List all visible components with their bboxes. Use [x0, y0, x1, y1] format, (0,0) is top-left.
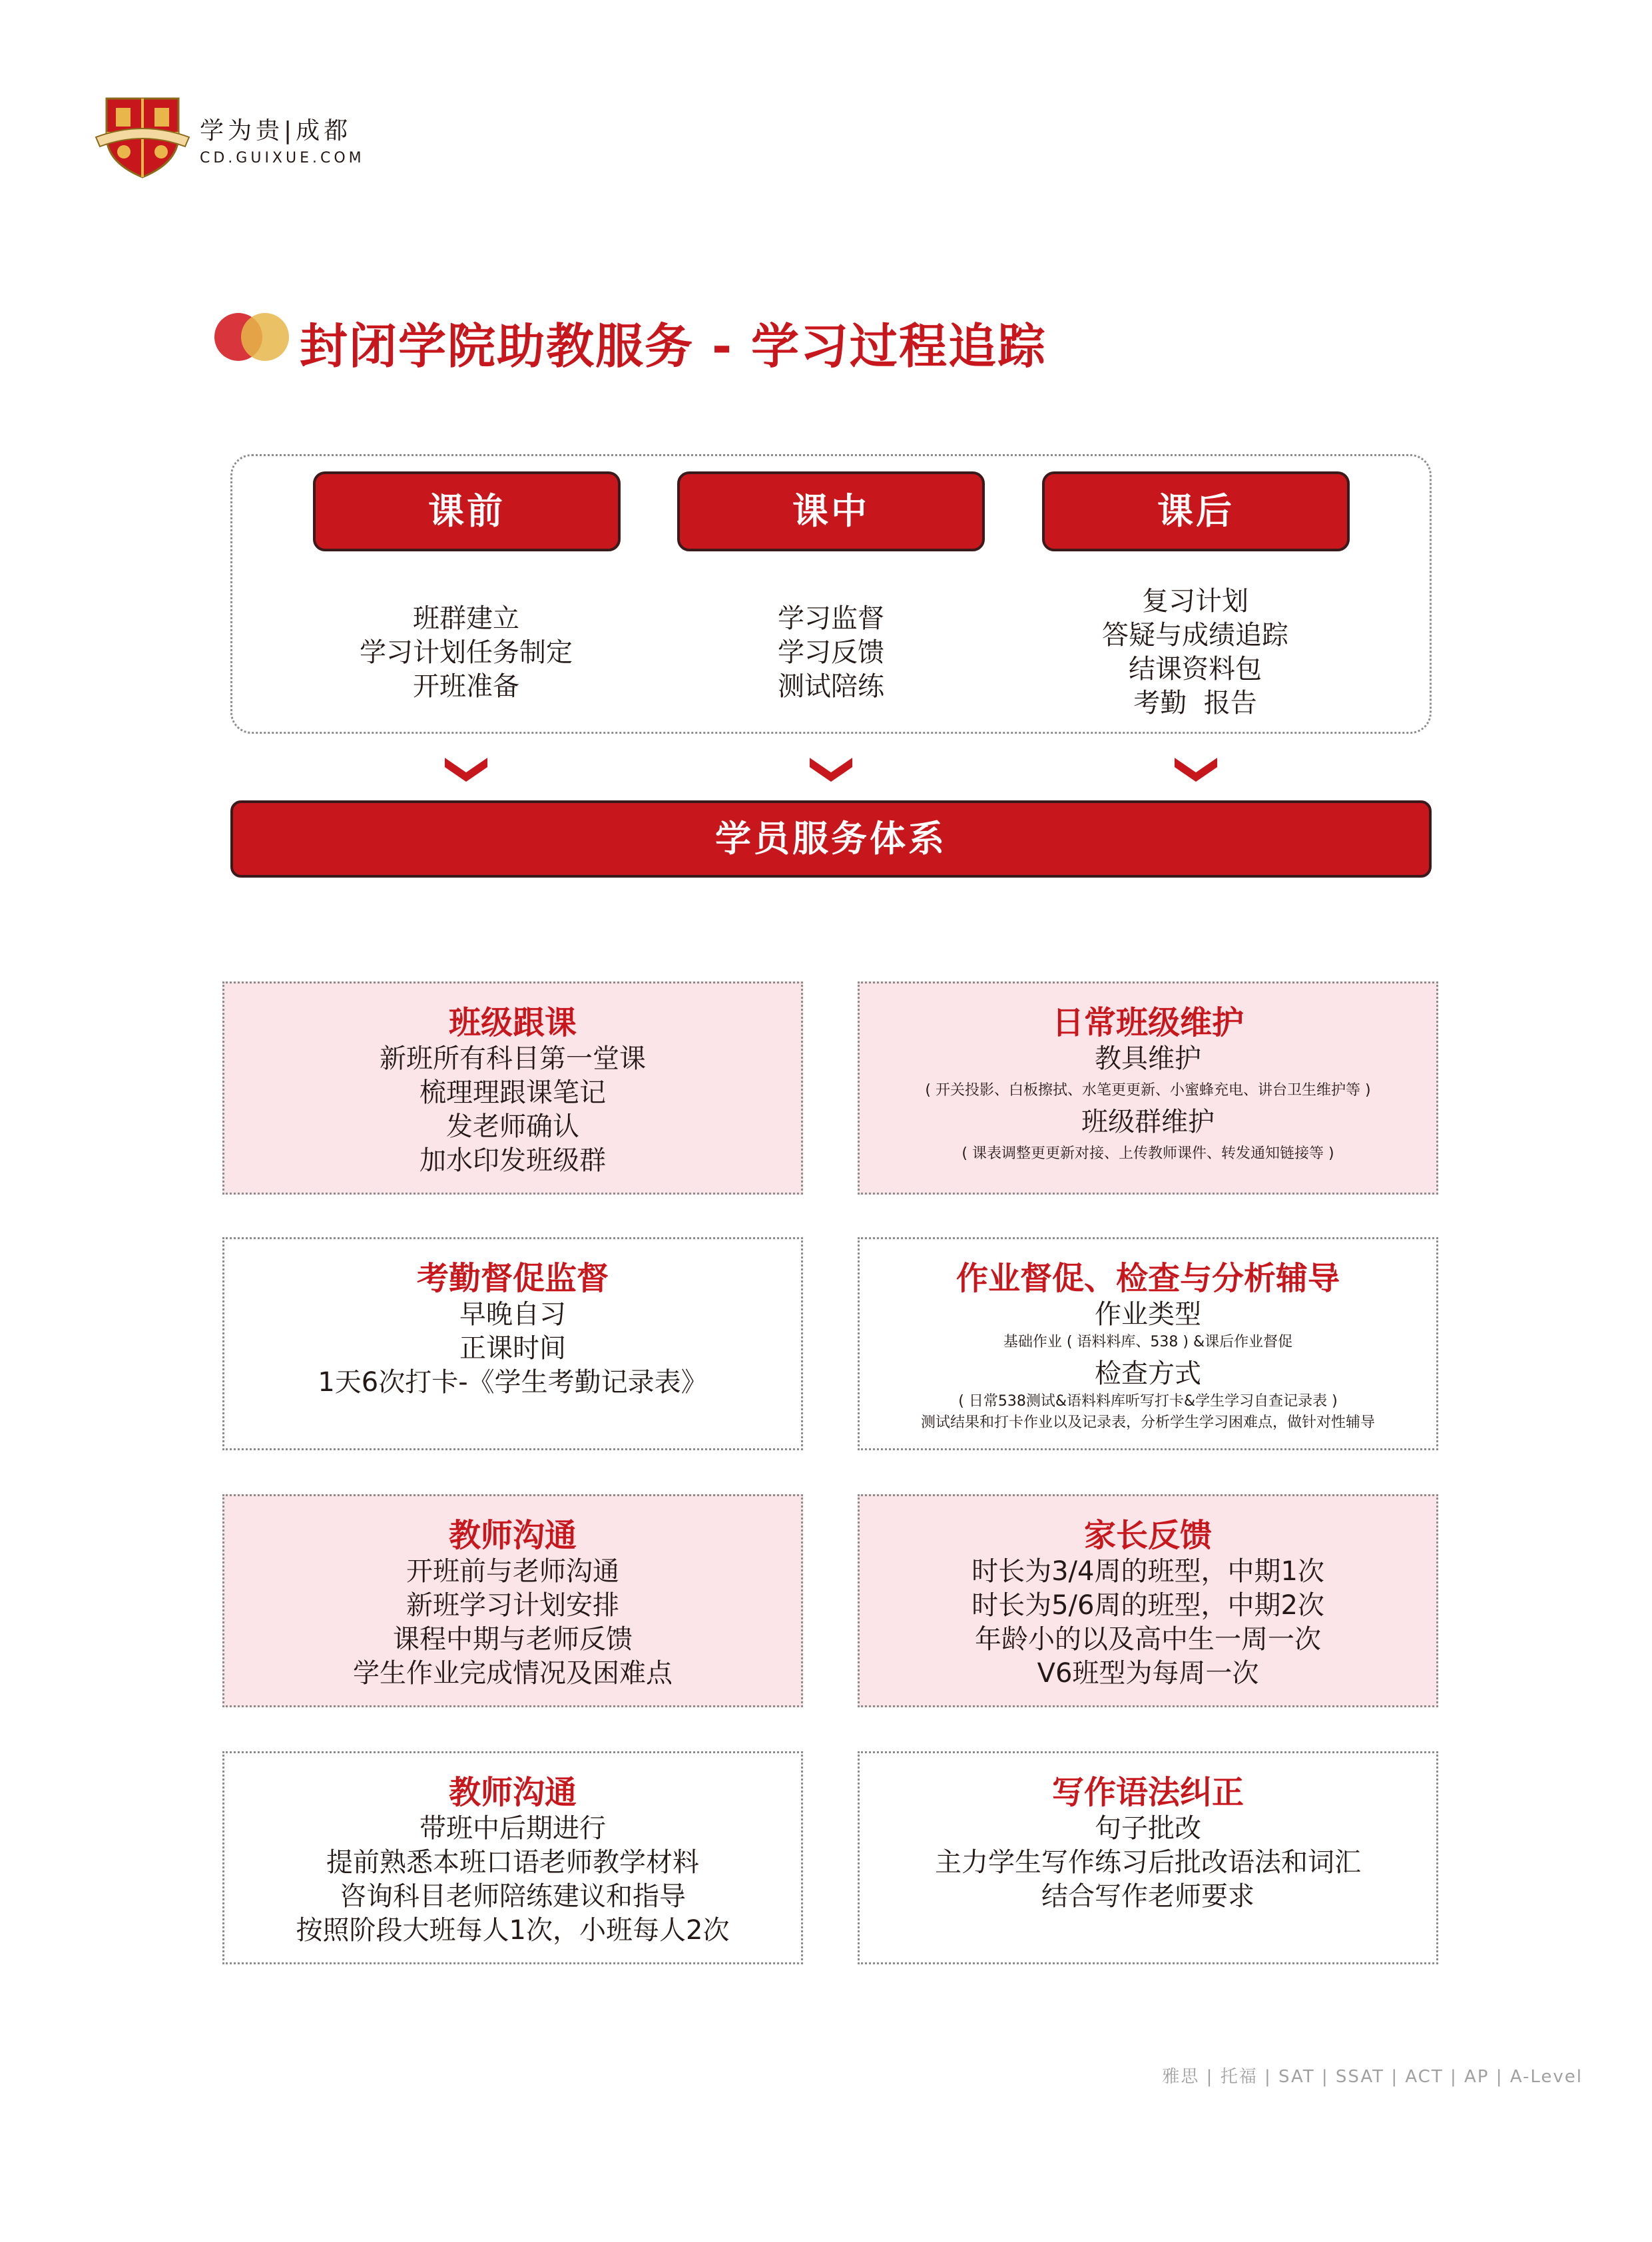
- brand-name: 学为贵|成都: [200, 117, 352, 144]
- phase-item: 学习监督: [778, 603, 884, 634]
- card-line: 句子批改: [1095, 1813, 1201, 1844]
- phase-item: 班群建立: [413, 603, 519, 634]
- card-line: V6班型为每周一次: [1037, 1658, 1259, 1689]
- card-title: 家长反馈: [1083, 1517, 1212, 1554]
- card-note: ( 课表调整更更新对接、上传教师课件、转发通知链接等 ): [962, 1145, 1334, 1162]
- phase-after-class: 课后: [1042, 471, 1350, 551]
- card-title: 教师沟通: [448, 1517, 577, 1554]
- brand-url: CD.GUIXUE.COM: [200, 150, 365, 166]
- card-attendance: [222, 1237, 803, 1450]
- phase-item: 测试陪练: [778, 671, 884, 702]
- card-note: 基础作业 ( 语料料库、538 ) &课后作业督促: [1003, 1334, 1293, 1350]
- card-line: 咨询科目老师陪练建议和指导: [340, 1881, 686, 1912]
- card-line: 1天6次打卡-《学生考勤记录表》: [318, 1367, 708, 1398]
- card-writing-grammar: [858, 1751, 1438, 1964]
- chevron-down-icon: [808, 755, 854, 783]
- card-line: 班级群维护: [1081, 1107, 1215, 1137]
- card-line: 开班前与老师沟通: [406, 1556, 619, 1587]
- card-line: 结合写作老师要求: [1041, 1881, 1254, 1912]
- card-line: 时长为5/6周的班型，中期2次: [971, 1590, 1324, 1621]
- card-teacher-communication-2: [222, 1751, 803, 1964]
- card-line: 新班学习计划安排: [406, 1590, 619, 1621]
- phase-during-items: [658, 602, 1004, 704]
- phase-during-class: 课中: [677, 471, 985, 551]
- card-line: 教具维护: [1095, 1043, 1201, 1074]
- service-system-bar: 学员服务体系: [230, 800, 1432, 878]
- card-line: 按照阶段大班每人1次，小班每人2次: [296, 1915, 730, 1946]
- card-line: 课程中期与老师反馈: [393, 1624, 633, 1655]
- card-title: 作业督促、检查与分析辅导: [956, 1260, 1340, 1297]
- chevron-down-icon: [1173, 755, 1219, 783]
- page-title: 封闭学院助教服务 - 学习过程追踪: [300, 318, 1047, 374]
- card-note: ( 日常538测试&语料料库听写打卡&学生学习自查记录表 ): [958, 1393, 1338, 1410]
- phase-item: 答疑与成绩追踪: [1102, 620, 1288, 651]
- card-line: 检查方式: [1095, 1358, 1201, 1389]
- card-parent-feedback: [858, 1494, 1438, 1707]
- phase-item: 复习计划: [1142, 586, 1248, 617]
- phase-item: 结课资料包: [1129, 654, 1262, 685]
- phase-item: 考勤 报告: [1133, 688, 1257, 718]
- card-line: 学生作业完成情况及困难点: [353, 1658, 673, 1689]
- card-line: 年龄小的以及高中生一周一次: [975, 1624, 1321, 1655]
- card-line: 梳理理跟课笔记: [419, 1077, 606, 1108]
- phase-item: 开班准备: [413, 671, 519, 702]
- phase-item: 学习反馈: [778, 637, 884, 668]
- guixue-logo: [93, 93, 192, 180]
- brand-block: [200, 112, 365, 166]
- phase-before-class: 课前: [313, 471, 621, 551]
- card-line: 提前熟悉本班口语老师教学材料: [326, 1847, 699, 1878]
- phase-item: 学习计划任务制定: [360, 637, 573, 668]
- card-line: 正课时间: [459, 1333, 566, 1364]
- footer-programs: 雅思 | 托福 | SAT | SSAT | ACT | AP | A-Level: [1162, 2067, 1583, 2087]
- phase-after-items: [1022, 585, 1368, 720]
- card-homework: [858, 1237, 1438, 1450]
- card-title: 日常班级维护: [1051, 1004, 1244, 1041]
- card-note: 测试结果和打卡作业以及记录表，分析学生学习困难点，做针对性辅导: [920, 1414, 1375, 1431]
- card-line: 主力学生写作练习后批改语法和词汇: [935, 1847, 1361, 1878]
- card-class-follow: [222, 981, 803, 1195]
- card-title: 教师沟通: [448, 1774, 577, 1811]
- card-teacher-communication: [222, 1494, 803, 1707]
- title-dots-icon: [212, 310, 292, 364]
- card-line: 发老师确认: [446, 1111, 579, 1142]
- card-line: 加水印发班级群: [419, 1145, 606, 1176]
- card-line: 作业类型: [1095, 1299, 1201, 1330]
- card-line: 早晚自习: [459, 1299, 566, 1330]
- card-line: 新班所有科目第一堂课: [380, 1043, 646, 1074]
- card-class-maintenance: [858, 981, 1438, 1195]
- card-line: 带班中后期进行: [419, 1813, 606, 1844]
- card-line: 时长为3/4周的班型，中期1次: [971, 1556, 1324, 1587]
- card-title: 班级跟课: [448, 1004, 577, 1041]
- phase-before-items: [293, 602, 639, 704]
- card-title: 考勤督促监督: [416, 1260, 609, 1297]
- card-title: 写作语法纠正: [1051, 1774, 1244, 1811]
- chevron-down-icon: [443, 755, 489, 783]
- card-note: ( 开关投影、白板擦拭、水笔更更新、小蜜蜂充电、讲台卫生维护等 ): [925, 1082, 1371, 1099]
